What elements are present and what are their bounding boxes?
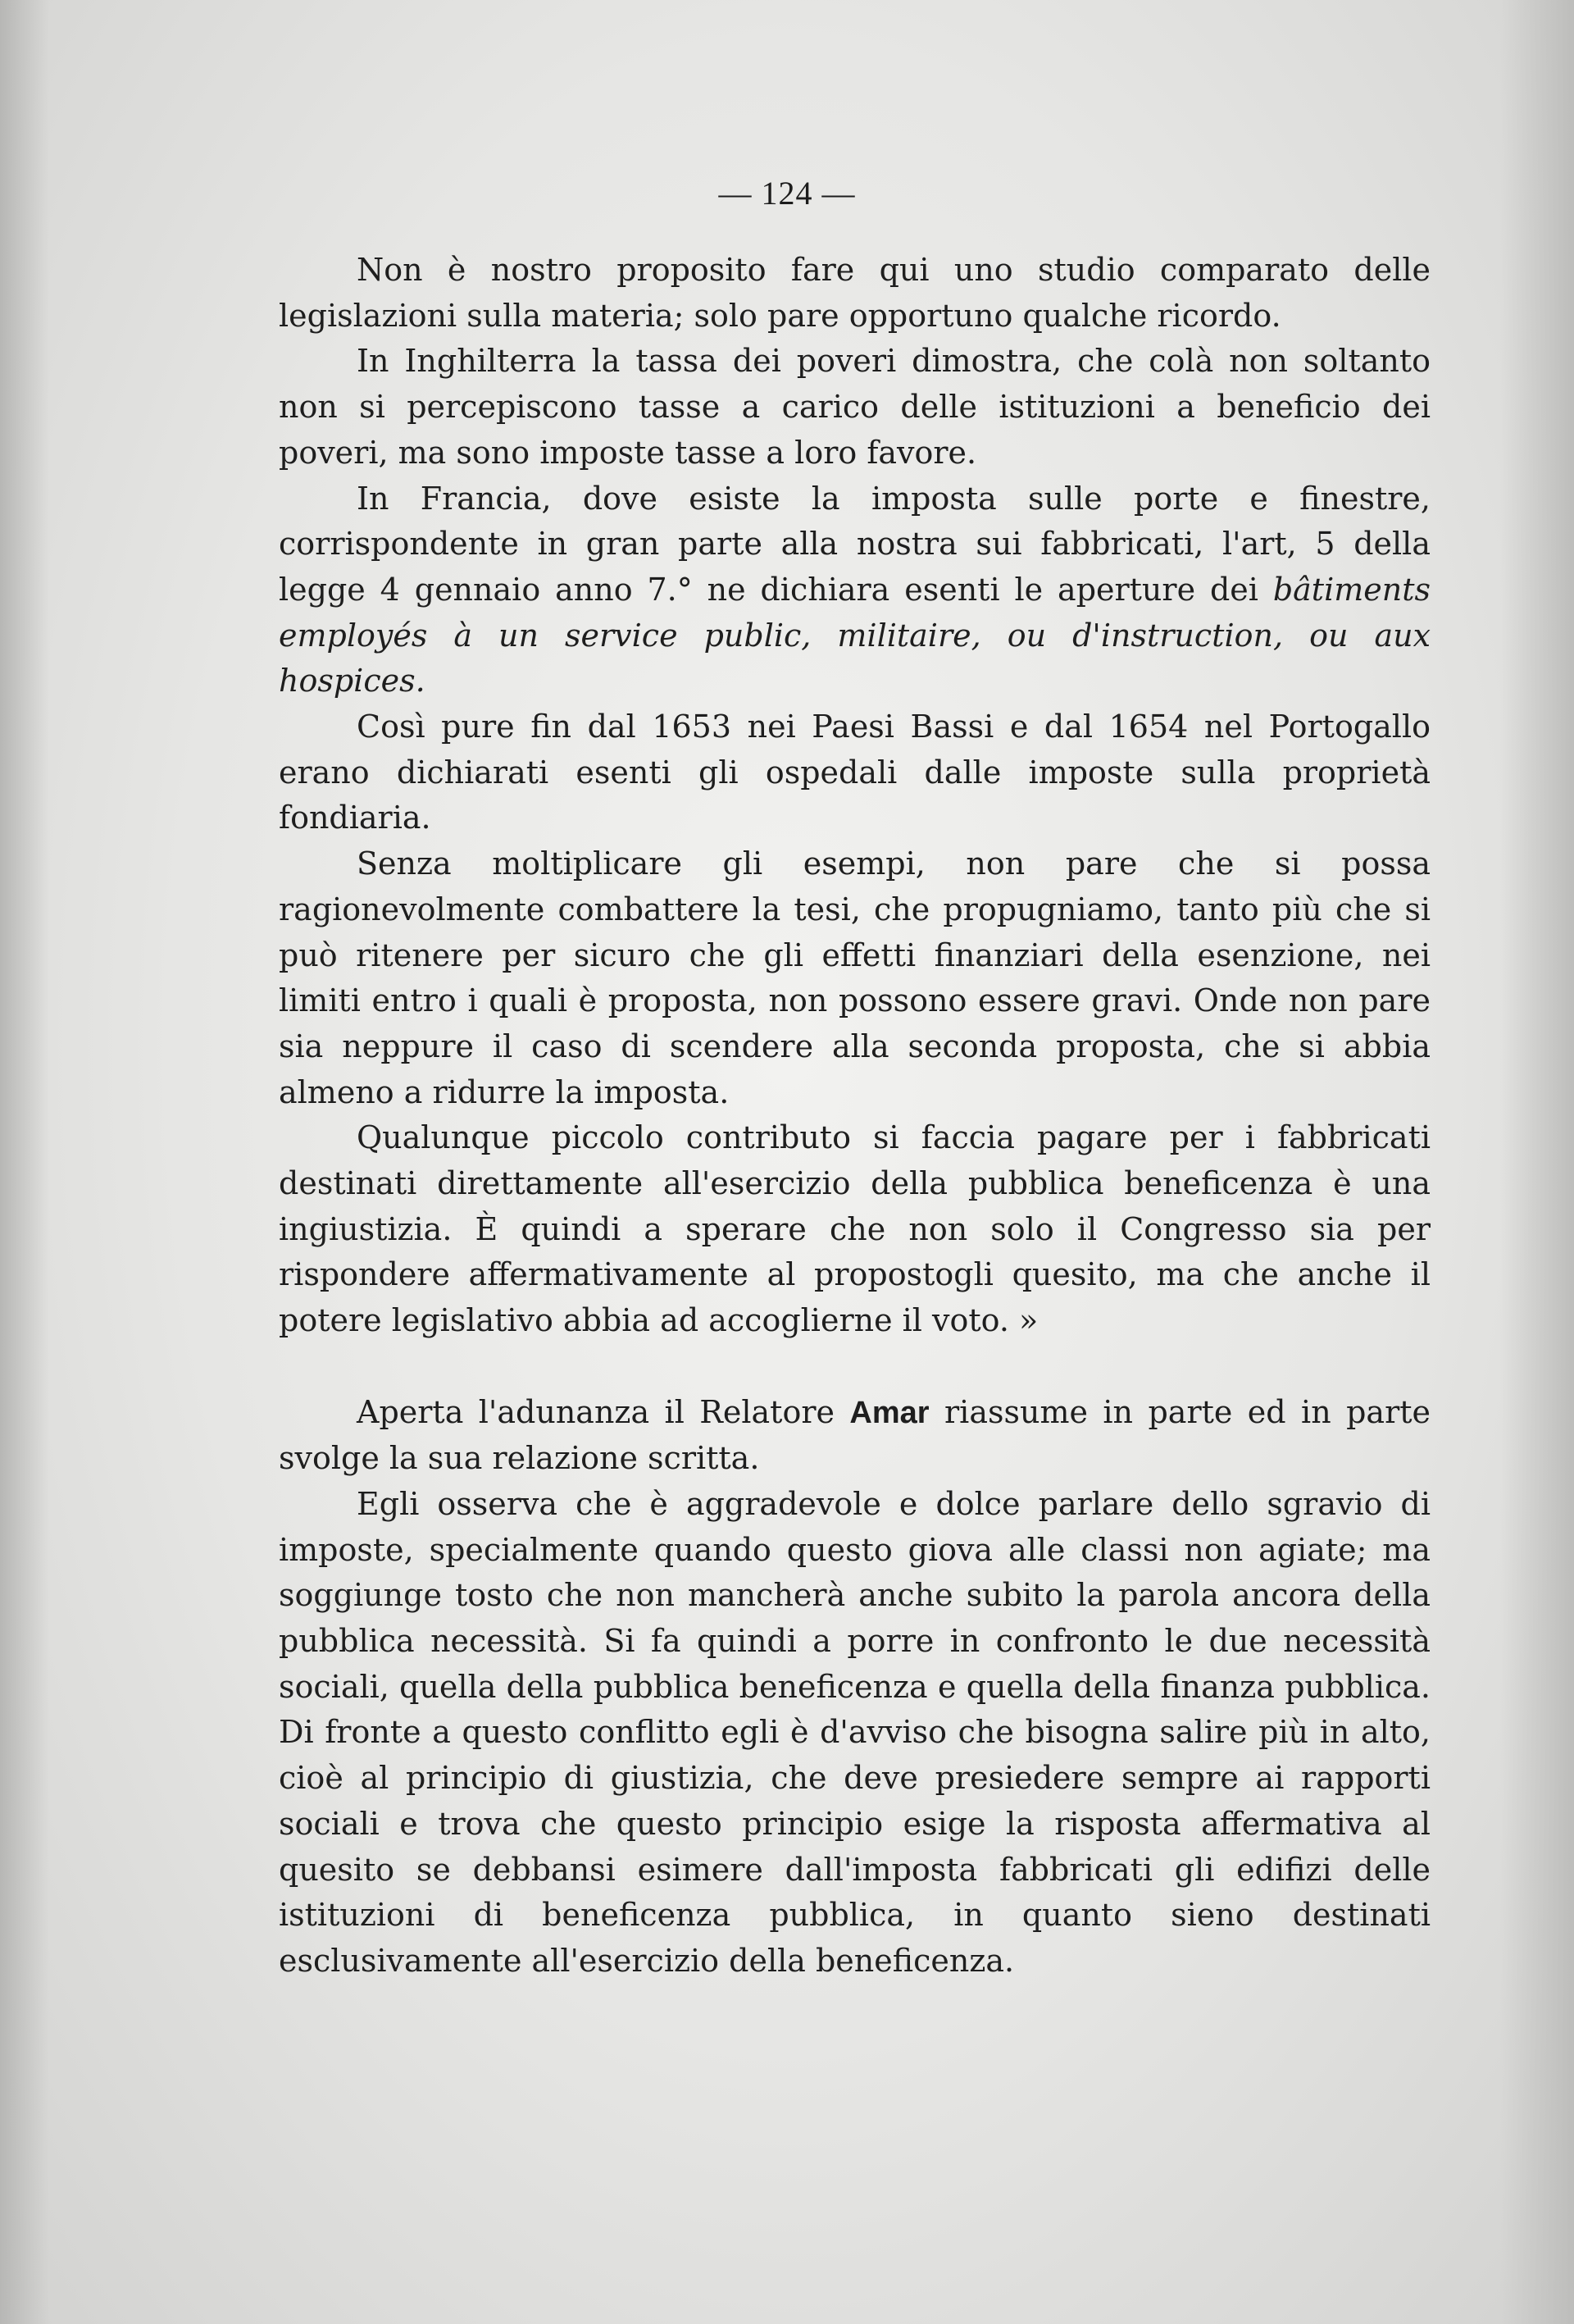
paragraph-7 [279,1390,1431,1482]
paragraph-6: Qualunque piccolo contributo si faccia pagare per i fabbricati destinati direttamente all'esercizio della pubblica beneficenza è una ingiustizia. È quindi a sperare che non solo il Congresso sia per rispondere affermativamente al propostogli quesito, ma che anche il potere legislativo abbia ad accoglierne il voto. » [279,1119,1431,1339]
speaker-name: Amar [849,1395,930,1430]
body-text [279,248,1431,1985]
paragraph-3-text: In Francia, dove esiste la imposta sulle porte e finestre, corrispondente in gran parte alla nostra sui fabbricati, l'art, 5 della legge 4 gennaio anno 7.° ne dichiara esenti le aperture dei [279,480,1431,608]
paragraph-3 [279,476,1431,705]
paragraph-7-text-end: riassume in parte ed in parte svolge la sua relazione scritta. [279,1393,1431,1477]
page-shadow-left [0,0,49,2324]
paragraph-3-french-quote: bâtiments employés à un service public, militaire, ou d'instruction, ou aux hospices. [279,571,1431,699]
paragraph-4: Così pure fin dal 1653 nei Paesi Bassi e dal 1654 nel Portogallo erano dichiarati esenti gli ospedali dalle imposte sulla proprietà fondiaria. [279,709,1431,836]
paragraph-1: Non è nostro proposito fare qui uno studio comparato delle legislazioni sulla materia; solo pare opportuno qualche ricordo. [279,252,1431,334]
page-number: — 124 — [718,175,856,212]
paragraph-8: Egli osserva che è aggradevole e dolce parlare dello sgravio di imposte, specialmente quando questo giova alle classi non agiate; ma soggiunge tosto che non mancherà anche subito la parola ancora della pubblica necessità. Si fa quindi a porre in confronto le due necessità sociali, quella della pubblica beneficenza e quella della finanza pubblica. Di fronte a questo conflitto egli è d'avviso che bisogna salire più in alto, cioè al principio di giustizia, che deve presiedere sempre ai rapporti sociali e trova che questo principio esige la risposta affermativa al quesito se debbansi esimere dall'imposta fabbricati gli edifizi delle istituzioni di beneficenza pubblica, in quanto sieno destinati esclusivamente all'esercizio della beneficenza. [279,1485,1431,1979]
paragraph-7-text-start: Aperta l'adunanza il Relatore [357,1393,850,1430]
paragraph-5: Senza moltiplicare gli esempi, non pare che si possa ragionevolmente combattere la tesi, che propugniamo, tanto più che si può ritenere per sicuro che gli effetti finanziari della esenzione, nei limiti entro i quali è proposta, non possono essere gravi. Onde non pare sia neppure il caso di scendere alla seconda proposta, che si abbia almeno a ridurre la imposta. [279,845,1431,1110]
paragraph-2: In Inghilterra la tassa dei poveri dimostra, che colà non soltanto non si percepiscono tasse a carico delle istituzioni a beneficio dei poveri, ma sono imposte tasse a loro favore. [279,343,1431,471]
page-shadow-right [1500,0,1574,2324]
section-gap [279,1344,1431,1390]
